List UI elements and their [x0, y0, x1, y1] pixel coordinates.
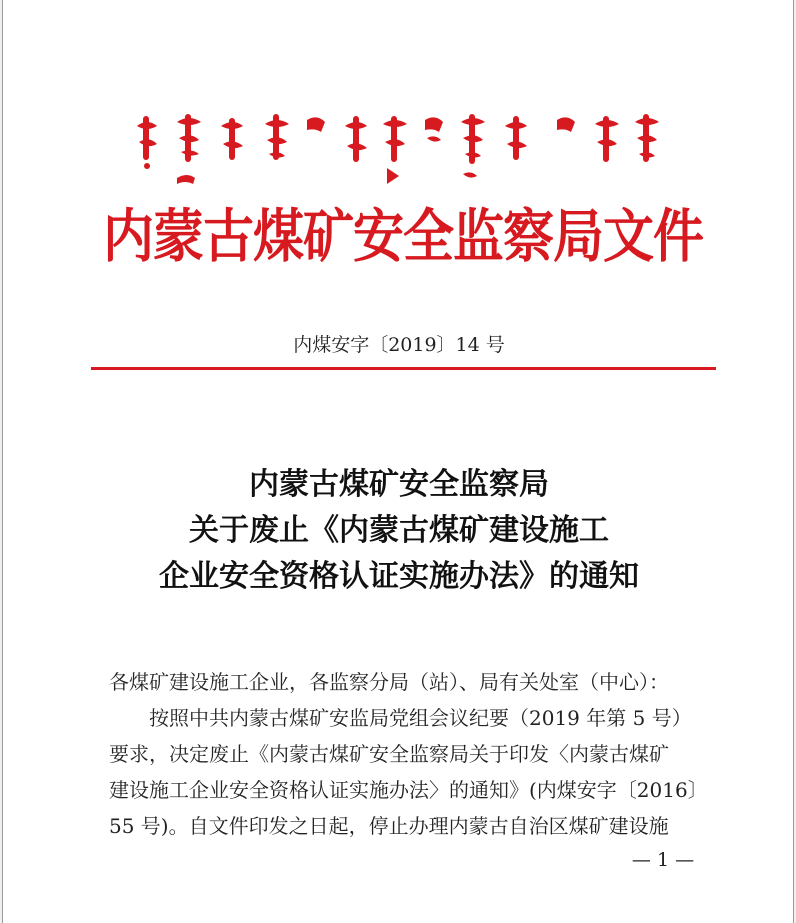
- notice-body: [109, 664, 709, 844]
- title-line-2: 关于废止《内蒙古煤矿建设施工: [189, 513, 609, 548]
- document-number: 内煤安字〔2019〕14 号: [293, 334, 505, 356]
- title-line-3: 企业安全资格认证实施办法》的通知: [159, 559, 639, 594]
- red-divider-line: [91, 367, 716, 370]
- paragraph-line: 建设施工企业安全资格认证实施办法〉的通知》(内煤安字〔2016〕: [109, 778, 708, 802]
- title-line-1: 内蒙古煤矿安全监察局: [249, 467, 549, 502]
- notice-title: [3, 462, 795, 600]
- issuing-authority-title: 内蒙古煤矿安全监察局文件: [103, 204, 704, 271]
- paragraph-line: 55 号)。自文件印发之日起，停止办理内蒙古自治区煤矿建设施: [109, 814, 669, 838]
- paragraph-line: 按照中共内蒙古煤矿安监局党组会议纪要（2019 年第 5 号）: [149, 706, 692, 730]
- mongolian-script-graphic: [125, 108, 685, 198]
- mongolian-script-header: [125, 108, 685, 198]
- paragraph-line: 要求，决定废止《内蒙古煤矿安全监察局关于印发〈内蒙古煤矿: [109, 742, 669, 766]
- page-number: — 1 —: [631, 849, 695, 871]
- salutation: 各煤矿建设施工企业，各监察分局（站）、局有关处室（中心）：: [109, 670, 669, 694]
- document-page: [2, 0, 794, 923]
